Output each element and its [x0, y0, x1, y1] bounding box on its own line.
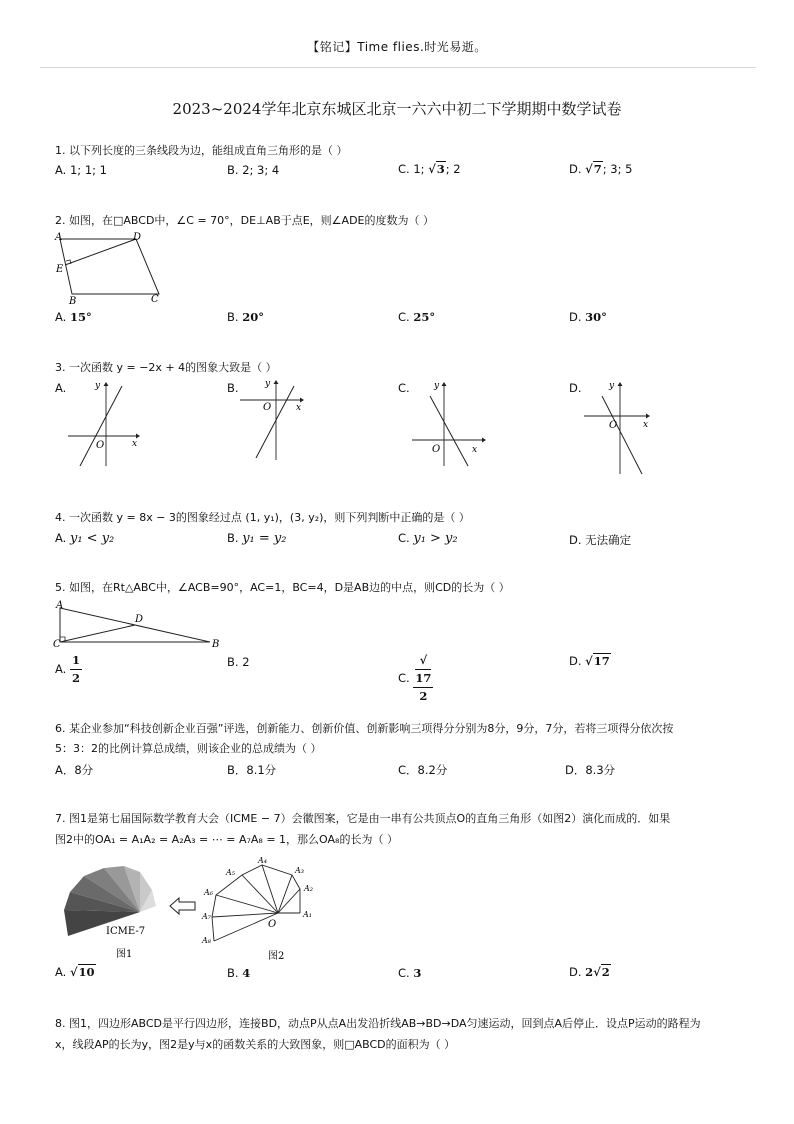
q1-c-post: ; 2 — [445, 162, 461, 176]
q5-a-denominator: 2 — [71, 671, 80, 685]
q7-label-a5: A₅ — [226, 868, 235, 877]
q5-label-d: D — [135, 614, 144, 625]
q7-c-pre: C. — [398, 966, 414, 980]
q7-label-a3: A₃ — [295, 866, 304, 875]
q3-graph-a — [66, 376, 142, 468]
q3d-x-label: x — [643, 420, 649, 430]
q2-c-value: 25° — [413, 310, 436, 324]
q7-fig2-ray-2 — [278, 889, 300, 913]
q7-fig1-caption: 图1 — [116, 949, 133, 960]
q5-label-b: B — [212, 639, 220, 650]
q3b-x-arrow — [300, 398, 304, 403]
q3a-x-label: x — [132, 439, 138, 449]
q2-label-e: E — [56, 264, 64, 275]
q7-a-sqrt: √10 — [69, 965, 95, 979]
q7-option-b[interactable] — [227, 966, 250, 980]
q2-d-value: 30° — [585, 310, 607, 324]
q7-option-d[interactable] — [569, 965, 611, 979]
q5-c-pre: C. — [398, 671, 414, 685]
q5-c-denominator: 2 — [419, 689, 428, 703]
q3a-x-arrow — [136, 434, 140, 439]
q3c-origin-label: O — [432, 444, 441, 455]
q2-parallelogram-figure — [50, 230, 170, 305]
header-divider — [40, 67, 756, 68]
q2-option-a[interactable] — [55, 310, 92, 324]
page-header: 【铭记】Time flies.时光易逝。 — [307, 40, 487, 54]
q5-d-sqrt: √17 — [585, 654, 610, 668]
q4-c-pre: C. — [398, 531, 414, 545]
q5-a-numerator: 1 — [70, 652, 82, 670]
q8-stem-line1: 8. 图1，四边形ABCD是平行四边形，连接BD，动点P从点A出发沿折线AB→BD→DA匀速运动，回到点A后停止．设点P运动的路程为 — [55, 1017, 701, 1030]
q3a-y-label: y — [95, 381, 101, 391]
q8-stem-line2: x，线段AP的长为y，图2是y与x的函数关系的大致图象，则□ABCD的面积为（ ） — [55, 1038, 456, 1051]
q5-option-b[interactable]: B. 2 — [227, 655, 250, 669]
q7-d-radicand: 2 — [601, 965, 610, 979]
q4-option-a[interactable] — [55, 531, 114, 546]
q4-b-pre: B. — [227, 531, 243, 545]
q7-fig2-ray-7 — [212, 913, 278, 917]
q5-option-a[interactable] — [55, 652, 82, 687]
q2-label-b: B — [69, 296, 77, 305]
q7-d-sqrt: √2 — [593, 965, 610, 979]
q5-stem: 5. 如图，在Rt△ABC中，∠ACB=90°，AC=1，BC=4，D是AB边的中点，则CD的长为（ ） — [55, 581, 510, 594]
page-title: 2023~2024学年北京东城区北京一六六中初二下学期期中数学试卷 — [172, 100, 622, 118]
q1-d-sqrt: √7 — [585, 162, 602, 176]
q7-label-a1: A₁ — [303, 910, 312, 919]
q3c-x-label: x — [472, 445, 478, 455]
q7-figure2-spiral — [198, 855, 328, 967]
q4-option-b[interactable] — [227, 531, 286, 546]
q7-option-a[interactable] — [55, 965, 96, 979]
q1-c-pre: C. 1; — [398, 162, 429, 176]
q3b-function-line — [256, 386, 294, 458]
q5-label-c: C — [53, 639, 61, 650]
q7-fig2-ray-5 — [242, 875, 278, 913]
q1-option-d[interactable] — [569, 162, 632, 176]
q3c-y-arrow — [442, 382, 447, 386]
q3d-origin-label: O — [609, 420, 618, 431]
q2-option-c[interactable] — [398, 310, 435, 324]
q6-option-a[interactable]: A．8分 — [55, 763, 94, 777]
q7-fig2-ray-6 — [216, 895, 278, 913]
q5-d-pre: D. — [569, 654, 586, 668]
q5-c-numerator: √ 17 — [413, 652, 433, 688]
q5-c-radicand: 17 — [415, 671, 432, 685]
q3a-y-arrow — [104, 382, 109, 386]
q1-option-b[interactable]: B. 2; 3; 4 — [227, 163, 280, 177]
q3d-x-arrow — [646, 414, 650, 419]
q3b-y-arrow — [274, 380, 279, 384]
q4-a-pre: A. — [55, 531, 70, 545]
q3c-function-line — [430, 396, 468, 466]
q2-b-pre: B. — [227, 310, 243, 324]
q3-graph-c — [410, 376, 490, 468]
q3-option-b[interactable]: B. — [227, 381, 239, 395]
q7-d-coefficient: 2 — [585, 965, 594, 979]
q7-stem-line1: 7. 图1是第七届国际数学教育大会（ICME − 7）会徽图案，它是由一串有公共顶点O的直角三角形（如图2）演化而成的．如果 — [55, 812, 671, 825]
q5-c-fraction — [413, 652, 433, 705]
q5-a-fraction — [70, 652, 82, 687]
q1-option-a[interactable]: A. 1; 1; 1 — [55, 163, 107, 177]
q1-d-radicand: 7 — [593, 162, 602, 176]
q1-c-sqrt: √3 — [428, 162, 445, 176]
q2-a-value: 15° — [69, 310, 92, 324]
q5-option-d[interactable] — [569, 654, 611, 668]
q2-label-d: D — [133, 232, 142, 243]
q3-option-a[interactable]: A. — [55, 381, 67, 395]
q4-option-c[interactable] — [398, 531, 458, 546]
q3-graph-b — [238, 376, 308, 464]
q7-b-pre: B. — [227, 966, 243, 980]
q3-option-c[interactable]: C. — [398, 381, 410, 395]
q3b-origin-label: O — [263, 402, 272, 413]
q3-graph-d — [580, 376, 654, 476]
q4-b-value: y₁ = y₂ — [242, 531, 287, 546]
q4-stem: 4. 一次函数 y = 8x − 3的图象经过点 (1, y₁)，(3, y₂)，则下列判断中正确的是（ ） — [55, 511, 470, 524]
q2-label-a: A — [55, 232, 63, 243]
q6-option-d[interactable]: D．8.3分 — [565, 763, 616, 777]
q1-d-post: ; 3; 5 — [602, 162, 633, 176]
q7-fig2-caption: 图2 — [268, 951, 285, 962]
q5-d-radicand: 17 — [593, 654, 610, 668]
q3c-y-label: y — [434, 381, 440, 391]
q3b-x-label: x — [296, 403, 302, 413]
q2-segment-de — [65, 239, 136, 265]
q4-c-value: y₁ > y₂ — [413, 531, 458, 546]
q7-figure1-emblem — [60, 862, 170, 962]
q2-c-pre: C. — [398, 310, 414, 324]
q5-triangle-figure — [50, 596, 230, 650]
q7-a-radicand: 10 — [78, 965, 95, 979]
q6-stem-line2: 5：3：2的比例计算总成绩，则该企业的总成绩为（ ） — [55, 742, 322, 755]
q6-option-b[interactable]: B．8.1分 — [227, 763, 277, 777]
q2-a-pre: A. — [55, 310, 70, 324]
q3a-function-line — [80, 386, 122, 466]
q6-stem-line1: 6. 某企业参加“科技创新企业百强”评选，创新能力、创新价值、创新影响三项得分分别为8分，9分，7分，若将三项得分依次按 — [55, 722, 674, 735]
q5-label-a: A — [56, 600, 64, 611]
q5-a-pre: A. — [55, 662, 70, 676]
q1-d-pre: D. — [569, 162, 586, 176]
q1-option-c[interactable] — [398, 162, 461, 176]
q7-a-pre: A. — [55, 965, 70, 979]
q3b-y-label: y — [265, 379, 271, 389]
q2-parallelogram — [60, 239, 159, 294]
q7-fig2-ray-4 — [262, 865, 278, 913]
q7-label-a2: A₂ — [304, 884, 313, 893]
q4-option-d[interactable]: D. 无法确定 — [569, 533, 632, 547]
q2-option-b[interactable] — [227, 310, 264, 324]
q7-hollow-arrow-icon — [168, 896, 198, 916]
q7-b-value: 4 — [242, 966, 251, 980]
q5-segment-cd — [60, 625, 135, 642]
q4-a-value: y₁ < y₂ — [69, 531, 115, 546]
q3-stem: 3. 一次函数 y = −2x + 4的图象大致是（ ） — [55, 361, 277, 374]
q3-option-d[interactable]: D. — [569, 381, 582, 395]
q3a-origin-label: O — [96, 440, 105, 451]
q7-label-a8: A₈ — [202, 936, 211, 945]
q7-c-value: 3 — [413, 966, 422, 980]
q7-d-pre: D. — [569, 965, 586, 979]
q1-c-radicand: 3 — [436, 162, 445, 176]
q2-option-d[interactable] — [569, 310, 607, 324]
q1-stem: 1. 以下列长度的三条线段为边，能组成直角三角形的是（ ） — [55, 144, 348, 157]
q2-label-c: C — [151, 294, 159, 305]
q3d-y-arrow — [618, 382, 623, 386]
q3c-x-arrow — [482, 438, 486, 443]
q7-label-a6: A₆ — [204, 888, 213, 897]
q6-option-c[interactable]: C．8.2分 — [398, 763, 448, 777]
q7-fig2-ray-3 — [278, 875, 292, 913]
q2-b-value: 20° — [242, 310, 264, 324]
q7-fig1-text: ICME-7 — [106, 926, 146, 937]
q5-option-c[interactable] — [398, 652, 433, 705]
q3d-function-line — [602, 396, 642, 474]
q7-option-c[interactable] — [398, 966, 421, 980]
q7-label-o: O — [268, 919, 277, 930]
q7-label-a4: A₄ — [258, 856, 267, 865]
q2-d-pre: D. — [569, 310, 586, 324]
q7-label-a7: A₇ — [202, 912, 211, 921]
q2-stem: 2. 如图，在□ABCD中，∠C = 70°，DE⊥AB于点E，则∠ADE的度数为（ ） — [55, 214, 434, 227]
q7-stem-line2: 图2中的OA₁ = A₁A₂ = A₂A₃ = ⋯ = A₇A₈ = 1，那么OA₈的长为（ ） — [55, 833, 398, 846]
q3d-y-label: y — [609, 381, 615, 391]
